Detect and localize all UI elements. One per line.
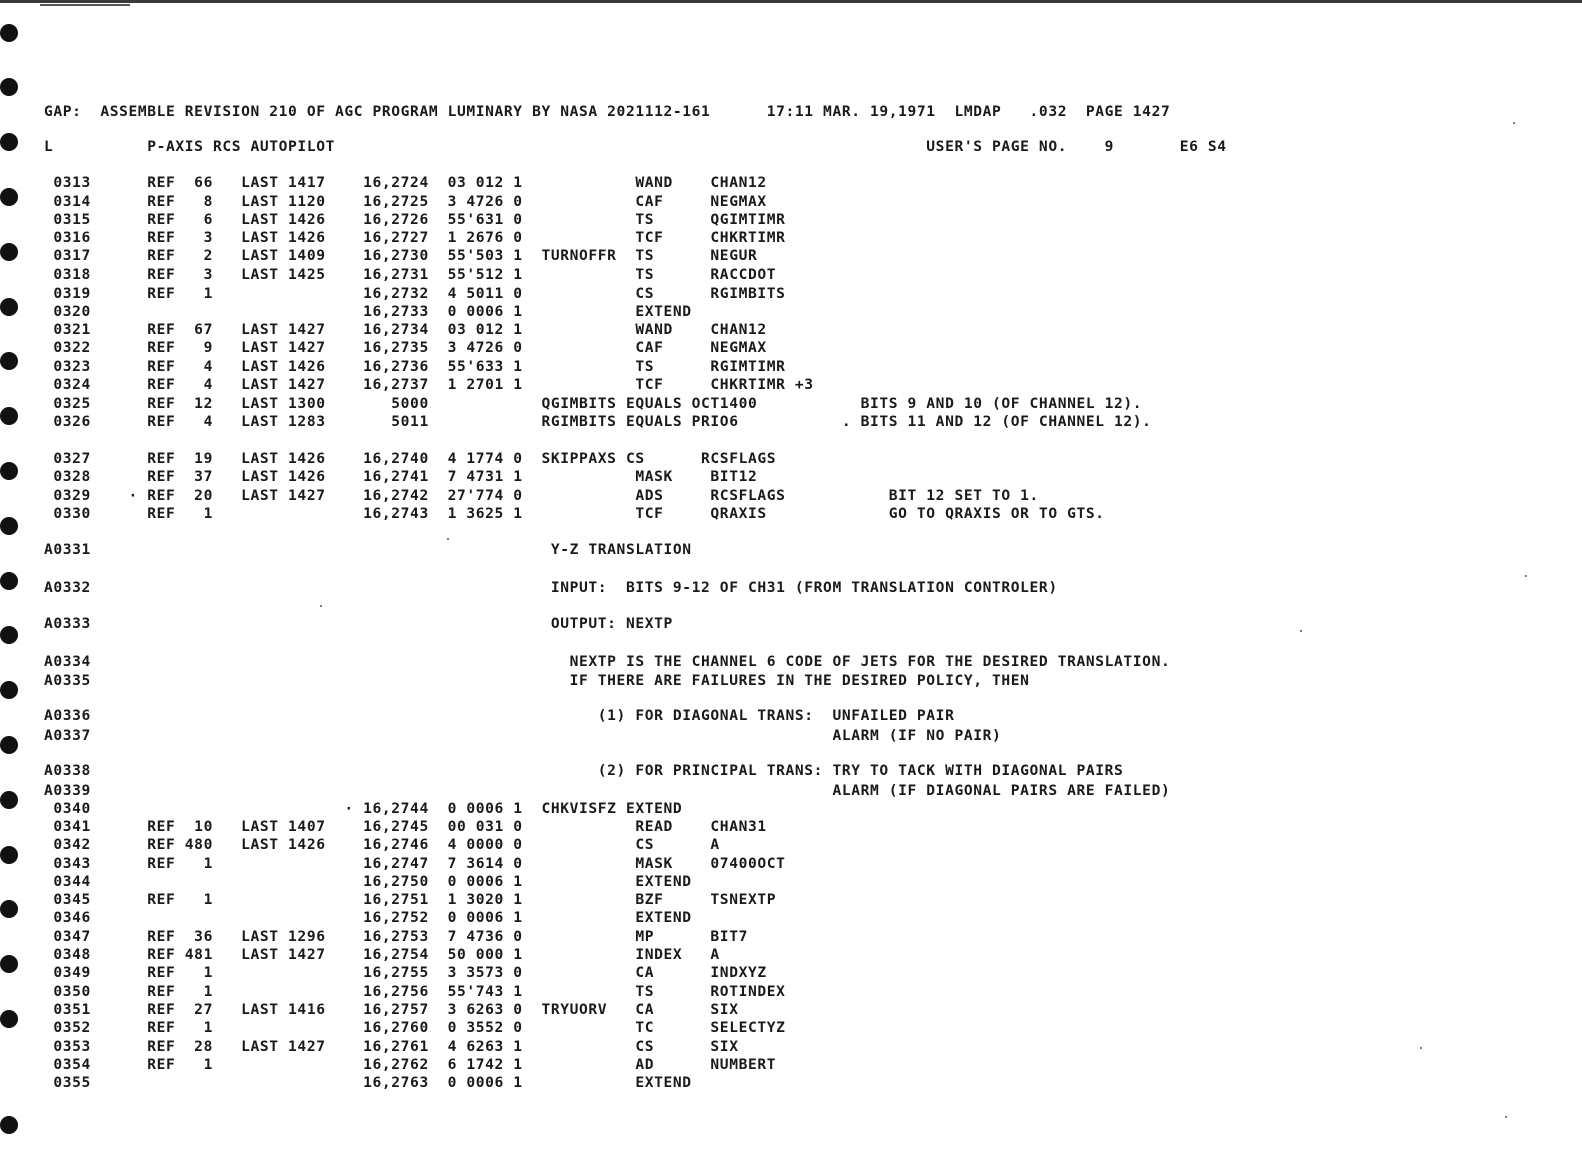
sprocket-hole	[0, 736, 18, 754]
listing-line-a0334: A0334 NEXTP IS THE CHANNEL 6 CODE OF JETS FOR THE DESIRED TRANSLATION.	[44, 653, 1171, 670]
listing-line-a0332: A0332 INPUT: BITS 9-12 OF CH31 (FROM TRANSLATION CONTROLER)	[44, 579, 1058, 596]
listing-line-0329: 0329 · REF 20 LAST 1427 16,2742 27'774 0 ADS RCSFLAGS BIT 12 SET TO 1.	[44, 487, 1039, 504]
listing-line-0327: 0327 REF 19 LAST 1426 16,2740 4 1774 0 SKIPPAXS CS RCSFLAGS	[44, 450, 777, 467]
listing-line-0320: 0320 16,2733 0 0006 1 EXTEND	[44, 303, 692, 320]
sprocket-hole	[0, 681, 18, 699]
listing-line-a0331: A0331 Y-Z TRANSLATION	[44, 541, 692, 558]
listing-line-a0335: A0335 IF THERE ARE FAILURES IN THE DESIRED POLICY, THEN	[44, 672, 1030, 689]
listing-line-0355: 0355 16,2763 0 0006 1 EXTEND	[44, 1074, 692, 1091]
listing-line-0349: 0349 REF 1 16,2755 3 3573 0 CA INDXYZ	[44, 964, 767, 981]
scan-speck	[447, 538, 449, 540]
sprocket-hole	[0, 517, 18, 535]
sprocket-hole	[0, 846, 18, 864]
listing-line-0353: 0353 REF 28 LAST 1427 16,2761 4 6263 1 CS SIX	[44, 1038, 739, 1055]
sprocket-hole	[0, 352, 18, 370]
sprocket-hole	[0, 407, 18, 425]
listing-line-0326: 0326 REF 4 LAST 1283 5011 RGIMBITS EQUALS PRIO6 . BITS 11 AND 12 (OF CHANNEL 12).	[44, 413, 1152, 430]
listing-line-0321: 0321 REF 67 LAST 1427 16,2734 03 012 1 WAND CHAN12	[44, 321, 767, 338]
sprocket-hole	[0, 955, 18, 973]
sprocket-hole	[0, 626, 18, 644]
listing-line-0351: 0351 REF 27 LAST 1416 16,2757 3 6263 0 TRYUORV CA SIX	[44, 1001, 739, 1018]
scan-speck	[1300, 630, 1302, 632]
listing-line-0317: 0317 REF 2 LAST 1409 16,2730 55'503 1 TURNOFFR TS NEGUR	[44, 247, 758, 264]
scan-speck	[1525, 575, 1527, 577]
listing-line-a0337: A0337 ALARM (IF NO PAIR)	[44, 727, 1002, 744]
listing-line-0345: 0345 REF 1 16,2751 1 3020 1 BZF TSNEXTP	[44, 891, 777, 908]
page-top-mark	[40, 4, 130, 6]
listing-line-0330: 0330 REF 1 16,2743 1 3625 1 TCF QRAXIS GO TO QRAXIS OR TO GTS.	[44, 505, 1105, 522]
listing-line-0328: 0328 REF 37 LAST 1426 16,2741 7 4731 1 MASK BIT12	[44, 468, 758, 485]
listing-line-0319: 0319 REF 1 16,2732 4 5011 0 CS RGIMBITS	[44, 285, 786, 302]
sprocket-hole	[0, 900, 18, 918]
listing-line-0342: 0342 REF 480 LAST 1426 16,2746 4 0000 0 CS A	[44, 836, 720, 853]
listing-line-0318: 0318 REF 3 LAST 1425 16,2731 55'512 1 TS RACCDOT	[44, 266, 777, 283]
sprocket-hole	[0, 243, 18, 261]
page-header-title: GAP: ASSEMBLE REVISION 210 OF AGC PROGRAM LUMINARY BY NASA 2021112-161 17:11 MAR. 19,1971 LMDAP .032 PAGE 1427	[44, 103, 1171, 120]
listing-line-0344: 0344 16,2750 0 0006 1 EXTEND	[44, 873, 692, 890]
sprocket-hole	[0, 1116, 18, 1134]
scan-speck	[1513, 122, 1515, 124]
listing-line-0350: 0350 REF 1 16,2756 55'743 1 TS ROTINDEX	[44, 983, 786, 1000]
sprocket-hole	[0, 298, 18, 316]
listing-line-0325: 0325 REF 12 LAST 1300 5000 QGIMBITS EQUALS OCT1400 BITS 9 AND 10 (OF CHANNEL 12).	[44, 395, 1143, 412]
sprocket-hole	[0, 78, 18, 96]
listing-line-a0333: A0333 OUTPUT: NEXTP	[44, 615, 673, 632]
scan-speck	[1420, 1047, 1422, 1049]
sprocket-hole	[0, 188, 18, 206]
listing-line-a0336: A0336 (1) FOR DIAGONAL TRANS: UNFAILED PAIR	[44, 707, 955, 724]
listing-line-0354: 0354 REF 1 16,2762 6 1742 1 AD NUMBERT	[44, 1056, 777, 1073]
sprocket-hole	[0, 1010, 18, 1028]
page-header-subtitle: L P-AXIS RCS AUTOPILOT USER'S PAGE NO. 9 E6 S4	[44, 138, 1227, 155]
listing-line-0322: 0322 REF 9 LAST 1427 16,2735 3 4726 0 CAF NEGMAX	[44, 339, 767, 356]
sprocket-hole	[0, 462, 18, 480]
listing-line-0352: 0352 REF 1 16,2760 0 3552 0 TC SELECTYZ	[44, 1019, 786, 1036]
sprocket-hole	[0, 133, 18, 151]
listing-line-0346: 0346 16,2752 0 0006 1 EXTEND	[44, 909, 692, 926]
sprocket-hole	[0, 572, 18, 590]
listing-line-0343: 0343 REF 1 16,2747 7 3614 0 MASK 07400OCT	[44, 855, 786, 872]
scan-speck	[1505, 1116, 1507, 1118]
sprocket-hole	[0, 791, 18, 809]
listing-line-0348: 0348 REF 481 LAST 1427 16,2754 50 000 1 INDEX A	[44, 946, 720, 963]
listing-line-0315: 0315 REF 6 LAST 1426 16,2726 55'631 0 TS QGIMTIMR	[44, 211, 786, 228]
listing-line-0316: 0316 REF 3 LAST 1426 16,2727 1 2676 0 TCF CHKRTIMR	[44, 229, 786, 246]
listing-line-a0338: A0338 (2) FOR PRINCIPAL TRANS: TRY TO TACK WITH DIAGONAL PAIRS	[44, 762, 1124, 779]
page-top-rule	[0, 0, 1582, 3]
listing-line-a0339: A0339 ALARM (IF DIAGONAL PAIRS ARE FAILED)	[44, 782, 1171, 799]
listing-line-0347: 0347 REF 36 LAST 1296 16,2753 7 4736 0 MP BIT7	[44, 928, 748, 945]
listing-line-0314: 0314 REF 8 LAST 1120 16,2725 3 4726 0 CAF NEGMAX	[44, 193, 767, 210]
listing-line-0313: 0313 REF 66 LAST 1417 16,2724 03 012 1 WAND CHAN12	[44, 174, 767, 191]
listing-line-0340: 0340 · 16,2744 0 0006 1 CHKVISFZ EXTEND	[44, 800, 683, 817]
listing-line-0324: 0324 REF 4 LAST 1427 16,2737 1 2701 1 TCF CHKRTIMR +3	[44, 376, 814, 393]
scan-speck	[320, 605, 322, 607]
listing-line-0323: 0323 REF 4 LAST 1426 16,2736 55'633 1 TS RGIMTIMR	[44, 358, 786, 375]
sprocket-hole	[0, 24, 18, 42]
listing-line-0341: 0341 REF 10 LAST 1407 16,2745 00 031 0 READ CHAN31	[44, 818, 767, 835]
